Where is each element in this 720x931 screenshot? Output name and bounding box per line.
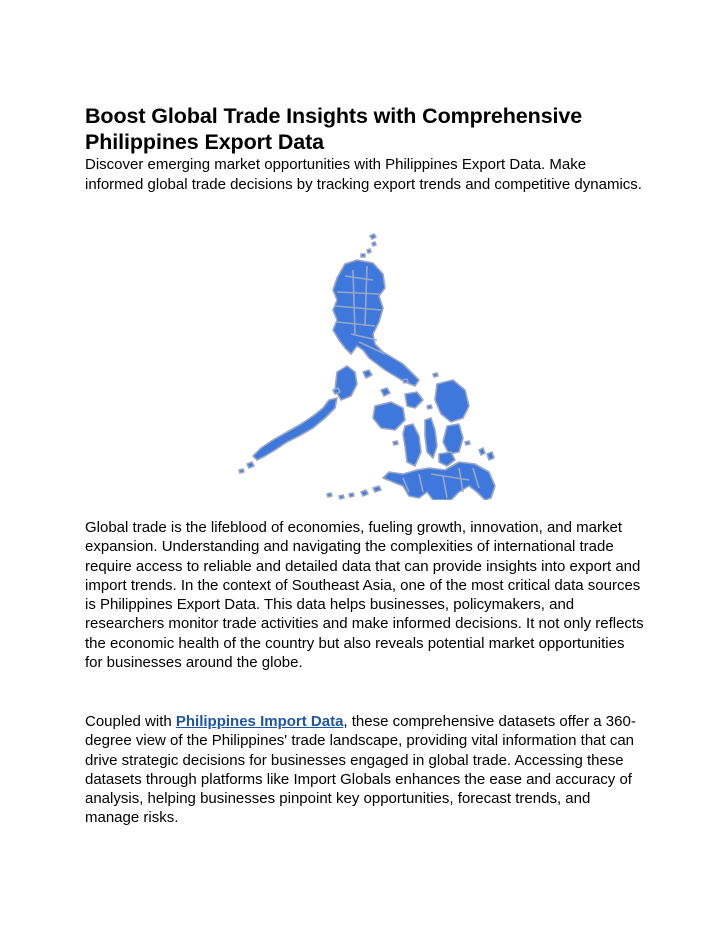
philippines-import-data-link[interactable]: Philippines Import Data	[175, 713, 344, 730]
philippines-map	[233, 230, 503, 500]
paragraph-2-lead: Coupled with	[85, 713, 176, 730]
paragraph-2-rest: , these comprehensive datasets offer a 360-degree view of the Philippines' trade landscape, providing vital information that can drive strategic decisions for businesses engaged in global trade. Accessing these datasets through platforms like Import Globals enhances the ease and accuracy of analysis, helping businesses pinpoint key opportunities, forecast trends, and manage risks.	[85, 713, 636, 827]
document-header	[85, 103, 645, 194]
body-paragraph-1: Global trade is the lifeblood of economies, fueling growth, innovation, and market expansion. Understanding and navigating the complexities of international trade require access to reliable and detailed data that can provide insights into export and import trends. In the context of Southeast Asia, one of the most critical data sources is Philippines Export Data. This data helps businesses, policymakers, and researchers monitor trade activities and make informed decisions. It not only reflects the economic health of the country but also reveals potential market opportunities for businesses around the globe.	[85, 519, 644, 672]
body-paragraph-2	[85, 712, 645, 828]
intro-text: Discover emerging market opportunities with Philippines Export Data. Make informed global trade decisions by tracking export trends and competitive dynamics.	[85, 156, 642, 193]
page-title: Boost Global Trade Insights with Comprehensive Philippines Export Data	[85, 104, 583, 154]
philippines-map-icon	[233, 230, 503, 500]
